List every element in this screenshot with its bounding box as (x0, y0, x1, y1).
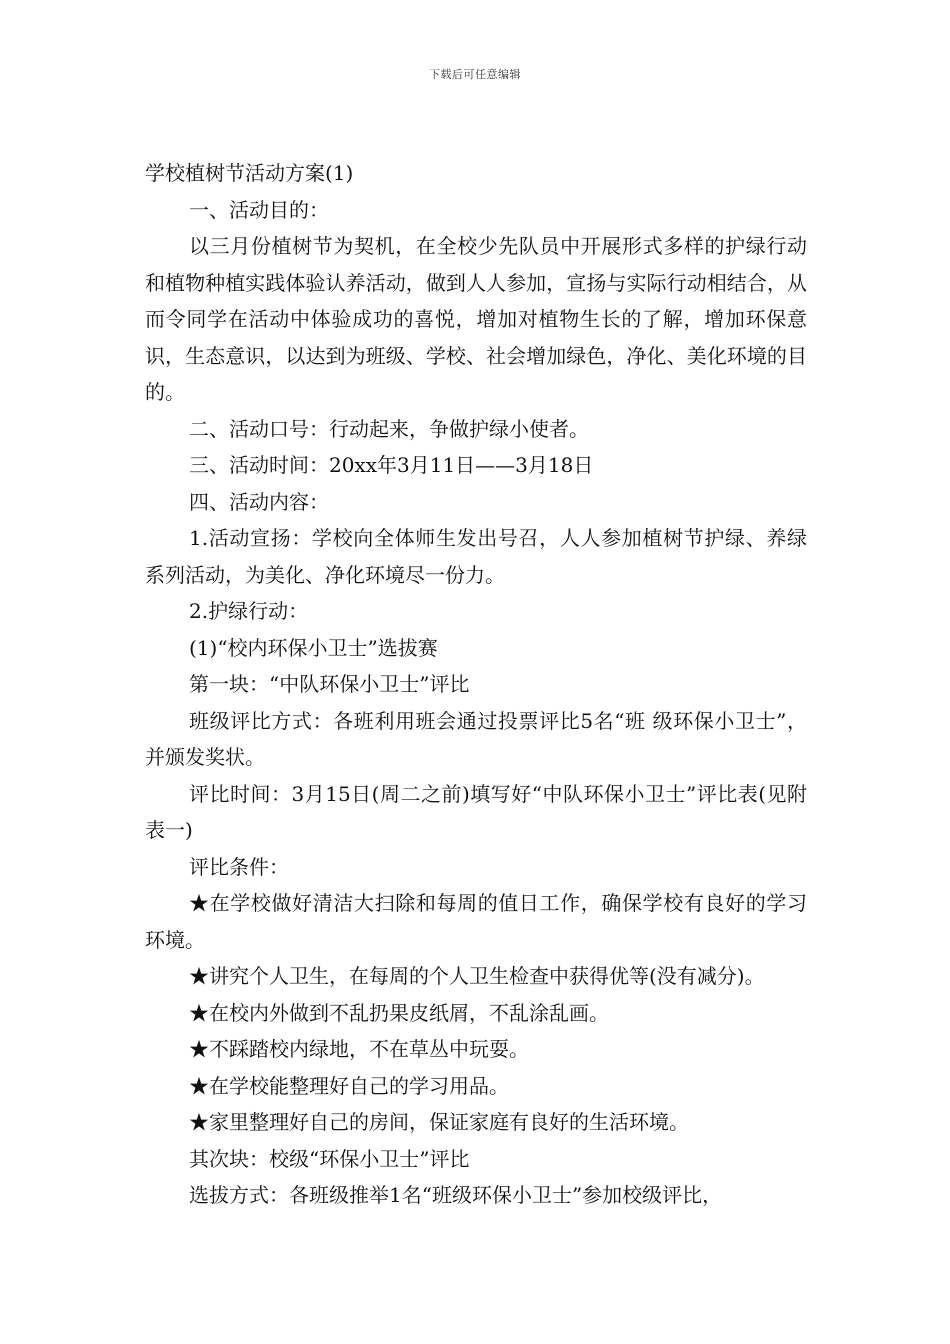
paragraph-promotion: 1.活动宣扬：学校向全体师生发出号召，人人参加植树节护绿、养绿系列活动，为美化、净化环境尽一份力。 (145, 526, 807, 587)
criteria-item: ★讲究个人卫生，在每周的个人卫生检查中获得优等(没有减分)。 (189, 964, 765, 988)
paragraph-evaluation-time: 评比时间：3月15日(周二之前)填写好“中队环保小卫士”评比表(见附表一) (145, 781, 807, 842)
paragraph-purpose: 以三月份植树节为契机，在全校少先队员中开展形式多样的护绿行动和植物种植实践体验认养活动，做到人人参加，宣扬与实际行动相结合，从而令同学在活动中体验成功的喜悦，增加对植物生长的了解，增加环保意识，生态意识，以达到为班级、学校、社会增加绿色，净化、美化环境的目的。 (145, 234, 807, 404)
criteria-item: ★在学校能整理好自己的学习用品。 (189, 1073, 509, 1098)
paragraph-selection-method: 选拔方式：各班级推举1名“班级环保小卫士”参加校级评比， (189, 1183, 723, 1207)
section-heading-purpose: 一、活动目的： (189, 197, 329, 222)
page-header-note: 下载后可任意编辑 (429, 68, 521, 81)
paragraph-class-method: 班级评比方式：各班利用班会通过投票评比5名“班 级环保小卫士”，并颁发奖状。 (145, 708, 807, 769)
document-body (145, 155, 807, 1214)
paragraph-time: 三、活动时间：20xx年3月11日——3月18日 (189, 453, 594, 477)
paragraph-part-two: 其次块：校级“环保小卫士”评比 (189, 1146, 470, 1171)
paragraph-green-action: 2.护绿行动： (189, 599, 309, 623)
document-title: 学校植树节活动方案(1) (145, 161, 354, 185)
paragraph-slogan: 二、活动口号：行动起来，争做护绿小使者。 (189, 416, 589, 441)
criteria-item: ★在校内外做到不乱扔果皮纸屑，不乱涂乱画。 (189, 1000, 609, 1025)
criteria-item: ★不踩踏校内绿地，不在草丛中玩耍。 (189, 1037, 529, 1061)
paragraph-criteria-heading: 评比条件： (189, 854, 289, 879)
criteria-item: ★家里整理好自己的房间，保证家庭有良好的生活环境。 (189, 1110, 689, 1134)
paragraph-part-one: 第一块：“中队环保小卫士”评比 (189, 672, 470, 696)
criteria-item: ★在学校做好清洁大扫除和每周的值日工作，确保学校有良好的学习环境。 (145, 891, 807, 952)
paragraph-selection-contest: (1)“校内环保小卫士”选拔赛 (189, 635, 438, 660)
section-heading-content: 四、活动内容： (189, 489, 329, 514)
